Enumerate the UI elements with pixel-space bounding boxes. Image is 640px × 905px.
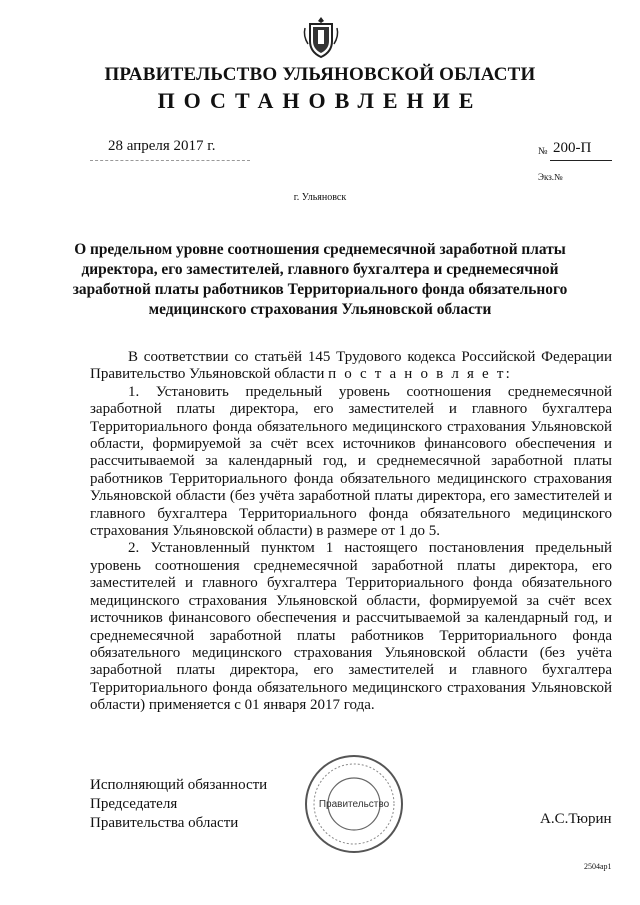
item-2: 2. Установленный пунктом 1 настоящего постановления предельный уровень соотношения среднемесячной заработной платы директора, его заместителей и главного бухгалтера Территориального фонда обязательного медицинского страхования Ульяновской области, формируемой за счёт всех источников финансового обеспечения и рассчитываемой за календарный год, и среднемесячной заработной платы работников Территориального фонда обязательного медицинского страхования Ульяновской области (без учёта заработной платы директора, его заместителей и главного бухгалтера Территориального фонда обязательного медицинского страхования Ульяновской области) применяется с 01 января 2017 года.: [90, 540, 612, 714]
document-code: 2504ар1: [584, 862, 612, 871]
seal-text: Правительство: [318, 799, 390, 810]
official-seal: [302, 752, 406, 856]
document-body: [90, 349, 612, 715]
date-underline: [90, 160, 250, 161]
position-line-2: Председателя: [90, 796, 178, 812]
item-1: 1. Установить предельный уровень соотношения среднемесячной заработной платы директора, его заместителей и главного бухгалтера Территориального фонда обязательного медицинского страхования Ульяновской области, формируемой за счёт всех источников финансового обеспечения и рассчитываемой за календарный год, и среднемесячной заработной платы работников Территориального фонда обязательного медицинского страхования Ульяновской области (без учёта заработной платы директора, его заместителей и главного бухгалтера Территориального фонда обязательного медицинского страхования Ульяновской области) в размере от 1 до 5.: [90, 383, 612, 540]
position-line-1: Исполняющий обязанности: [90, 777, 268, 793]
organization-name: ПРАВИТЕЛЬСТВО УЛЬЯНОВСКОЙ ОБЛАСТИ: [104, 64, 536, 85]
document-type: ПОСТАНОВЛЕНИЕ: [157, 88, 483, 113]
document-title: О предельном уровне соотношения среднемесячной заработной платы директора, его заместителей, главного бухгалтера и среднемесячной заработной платы работников Территориального фонда обязательного медицинского страхования Ульяновской области: [72, 241, 568, 318]
document-number: 200-П: [553, 140, 592, 156]
intro-paragraph: [90, 349, 612, 384]
number-underline: [550, 160, 612, 161]
position-line-3: Правительства области: [90, 815, 239, 831]
document-date: 28 апреля 2017 г.: [108, 138, 216, 154]
copy-number-label: Экз.№: [538, 172, 563, 182]
intro-text: В соответствии со статьёй 145 Трудового кодекса Российской Федерации Правительство Ульяновской области: [90, 349, 612, 383]
signature-position: [90, 776, 267, 833]
signer-name: А.С.Тюрин: [540, 811, 612, 827]
coat-of-arms-icon: [302, 14, 340, 60]
number-prefix: №: [538, 146, 548, 157]
city: г. Ульяновск: [293, 192, 347, 203]
decree-word: п о с т а н о в л я е т:: [328, 366, 512, 383]
